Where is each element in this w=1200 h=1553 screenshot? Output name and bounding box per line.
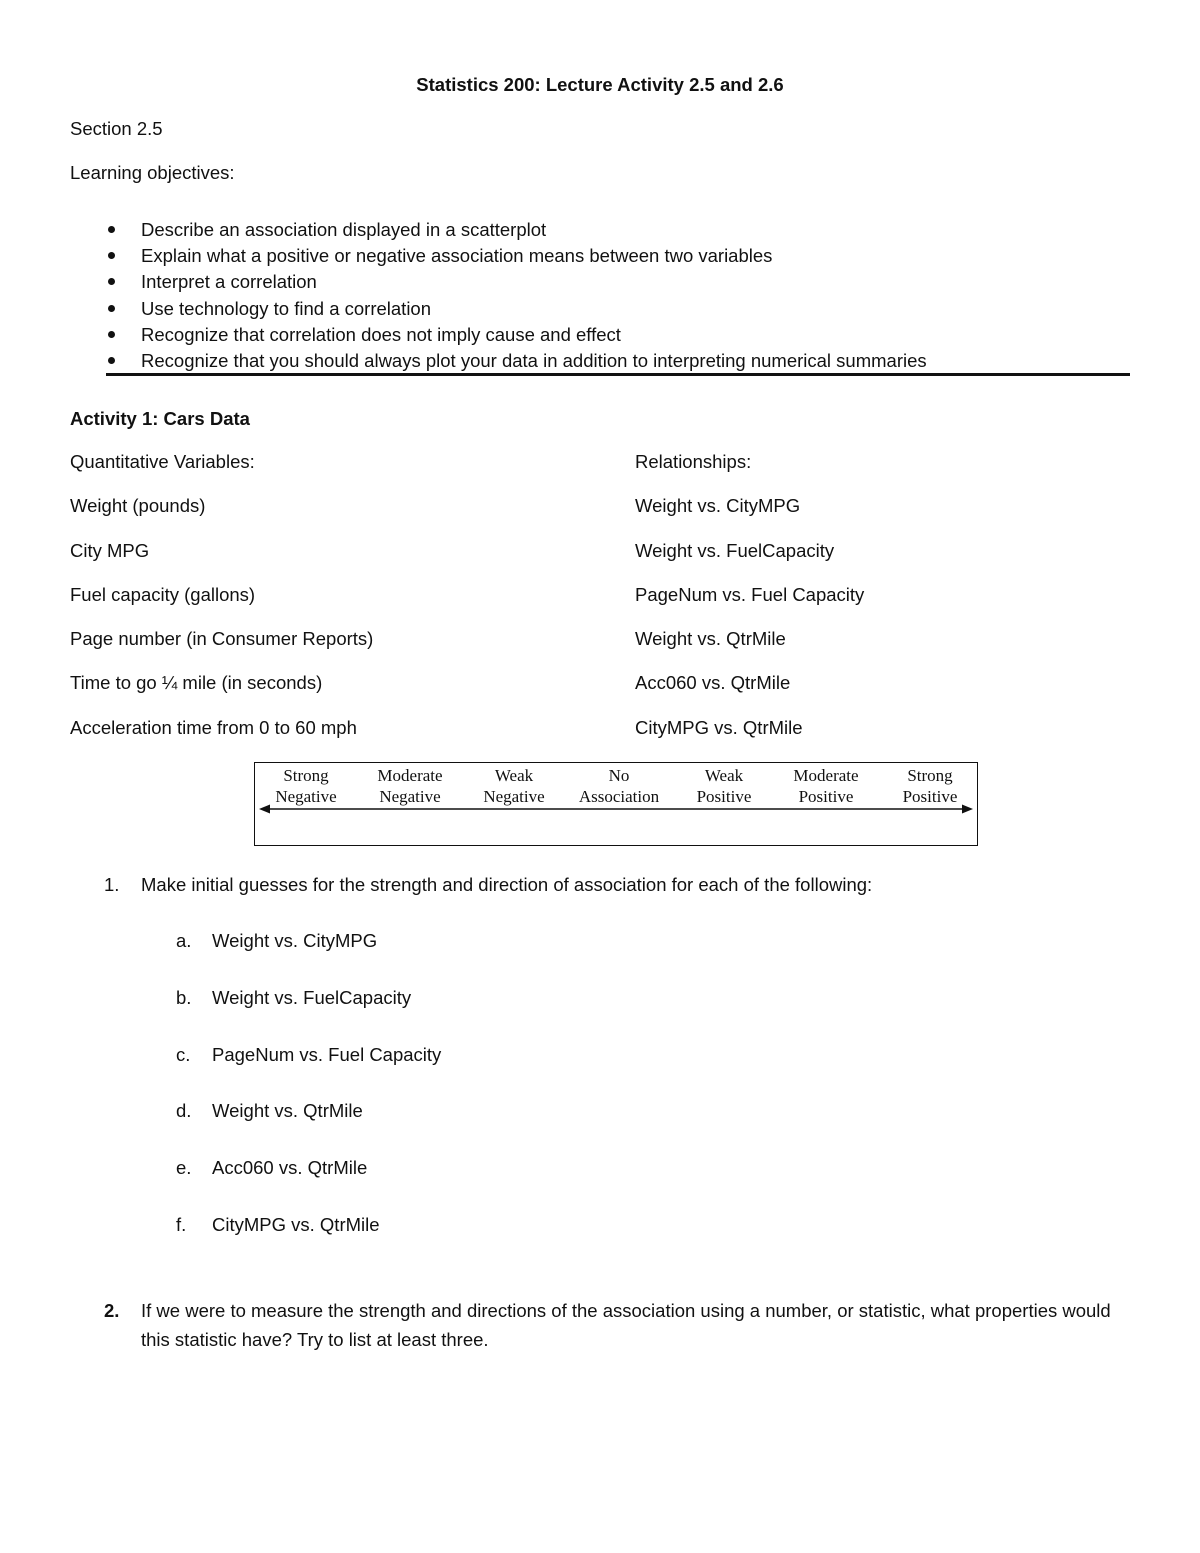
relationship-item: Weight vs. CityMPG — [635, 495, 801, 517]
scale-label: Weak Positive — [696, 766, 752, 806]
bullet-icon — [108, 226, 115, 233]
objective-item: Use technology to find a correlation — [70, 296, 927, 322]
variable-item: Acceleration time from 0 to 60 mph — [70, 716, 357, 738]
bullet-icon — [108, 278, 115, 285]
objective-item: Recognize that correlation does not imply cause and effect — [70, 322, 927, 348]
scale-label: Moderate Negative — [377, 766, 443, 806]
sub-item: d. Weight vs. QtrMile — [176, 1100, 363, 1121]
sub-item: c. PageNum vs. Fuel Capacity — [176, 1044, 442, 1065]
relationship-item: Weight vs. QtrMile — [635, 628, 786, 650]
objective-item: Describe an association displayed in a scatterplot — [70, 217, 927, 243]
sub-item: f. CityMPG vs. QtrMile — [176, 1214, 380, 1235]
variable-item: Weight (pounds) — [70, 495, 206, 517]
question-text: Make initial guesses for the strength and direction of association for each of the following: — [141, 874, 873, 895]
relationship-item: Weight vs. FuelCapacity — [635, 539, 835, 561]
scale-label: Weak Negative — [483, 766, 545, 806]
scale-label: Strong Negative — [275, 766, 337, 806]
relationships-heading: Relationships: — [635, 451, 752, 472]
relationship-item: PageNum vs. Fuel Capacity — [635, 583, 865, 605]
objective-item: Recognize that you should always plot your data in addition to interpreting numerical summaries — [70, 348, 927, 374]
relationship-item: CityMPG vs. QtrMile — [635, 716, 803, 738]
relationship-item: Acc060 vs. QtrMile — [635, 672, 791, 694]
variables-relationships — [70, 450, 1130, 760]
sub-item: a. Weight vs. CityMPG — [176, 930, 378, 951]
variable-item: Fuel capacity (gallons) — [70, 583, 256, 605]
bullet-icon — [108, 357, 115, 364]
scale-label: Moderate Positive — [793, 766, 859, 806]
double-arrow-icon — [259, 803, 973, 815]
variable-item: Time to go ¼ mile (in seconds) — [70, 672, 323, 694]
page-title: Statistics 200: Lecture Activity 2.5 and 2.6 — [416, 74, 784, 95]
association-scale — [254, 762, 978, 846]
question-text: If we were to measure the strength and directions of the association using a number, or statistic, what properties would this statistic have? Try to list at least three. — [141, 1300, 1111, 1350]
objectives-list — [70, 217, 927, 374]
bullet-icon — [108, 331, 115, 338]
scale-label: No Association — [578, 766, 660, 806]
question-number: 1. — [104, 874, 120, 895]
bullet-icon — [108, 305, 115, 312]
variable-item: City MPG — [70, 539, 150, 561]
sub-item: e. Acc060 vs. QtrMile — [176, 1157, 368, 1178]
horizontal-rule — [106, 373, 1130, 376]
sub-item: b. Weight vs. FuelCapacity — [176, 987, 412, 1008]
question-number: 2. — [104, 1300, 120, 1321]
activity-title: Activity 1: Cars Data — [70, 408, 250, 429]
scale-label: Strong Positive — [902, 766, 958, 806]
objectives-heading: Learning objectives: — [70, 162, 235, 183]
objective-item: Interpret a correlation — [70, 269, 927, 295]
bullet-icon — [108, 252, 115, 259]
objective-item: Explain what a positive or negative association means between two variables — [70, 243, 927, 269]
variables-heading: Quantitative Variables: — [70, 451, 255, 472]
section-heading: Section 2.5 — [70, 118, 163, 139]
variable-item: Page number (in Consumer Reports) — [70, 628, 374, 650]
